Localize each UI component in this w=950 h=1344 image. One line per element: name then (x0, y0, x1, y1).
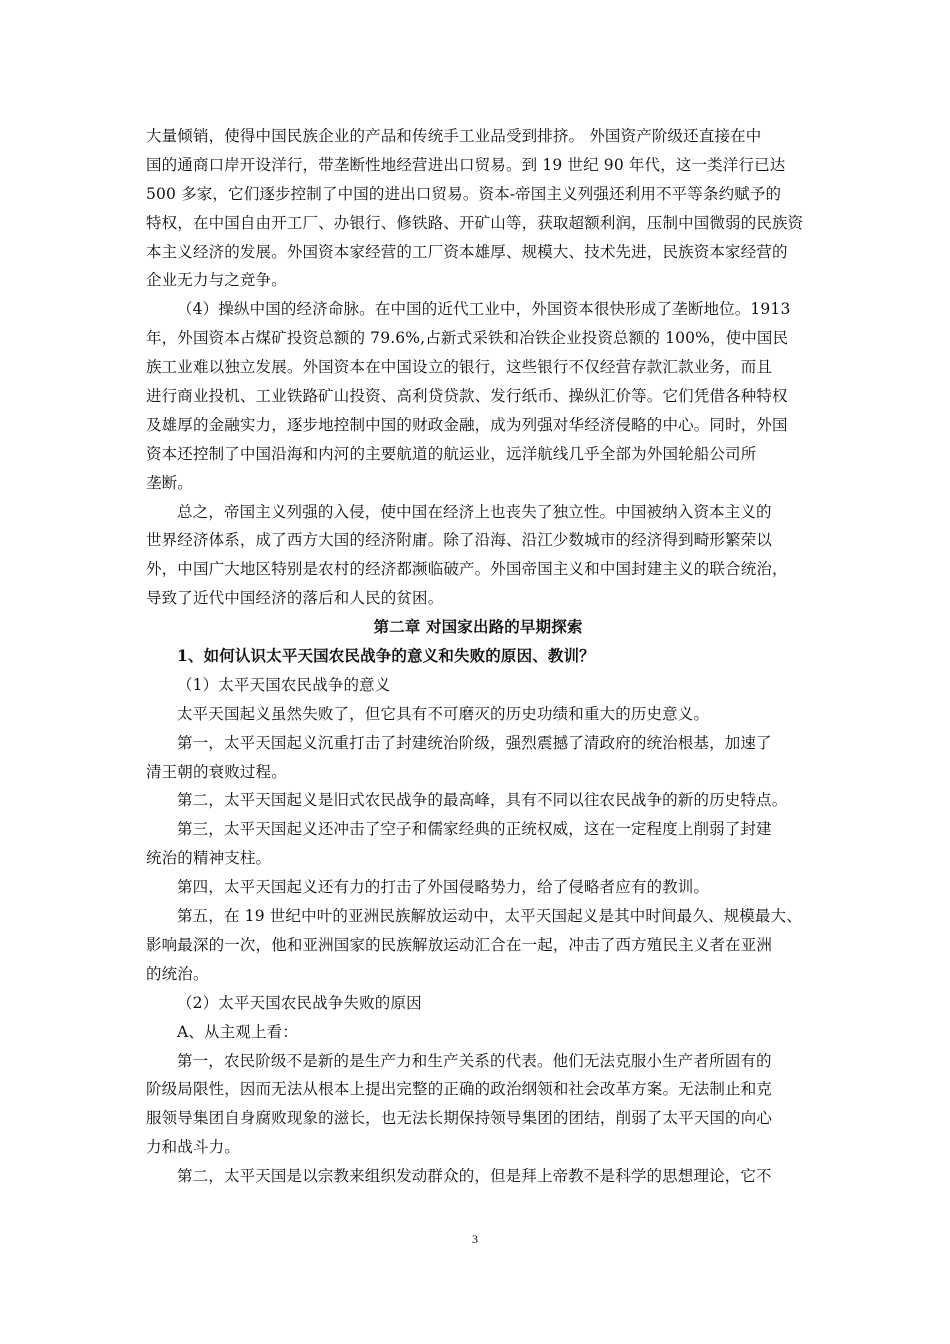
text-line: 太平天国起义虽然失败了，但它具有不可磨灭的历史功绩和重大的历史意义。 (177, 704, 710, 723)
text-line: （1）太平天国农民战争的意义 (177, 675, 391, 694)
text-line: A、从主观上看： (177, 1022, 298, 1041)
text-line: 阶级局限性，因而无法从根本上提出完整的正确的政治纲领和社会改革方案。无法制止和克 (146, 1080, 773, 1099)
text-line: 的统治。 (146, 964, 209, 983)
text-line: 特权，在中国自由开工厂、办银行、修铁路、开矿山等，获取超额利润，压制中国微弱的民族资 (146, 213, 804, 232)
text-line: 500 多家，它们逐步控制了中国的进出口贸易。资本-帝国主义列强还利用不平等条约赋予的 (146, 184, 782, 203)
text-line: 国的通商口岸开设洋行，带垄断性地经营进出口贸易。到 19 世纪 90 年代，这一类洋行已达 (146, 155, 786, 174)
text-line: 第一，农民阶级不是新的是生产力和生产关系的代表。他们无法克服小生产者所固有的 (177, 1051, 772, 1070)
text-line: 第二，太平天国是以宗教来组织发动群众的，但是拜上帝教不是科学的思想理论，它不 (177, 1167, 772, 1186)
page-body (146, 122, 810, 1191)
text-line: 力和战斗力。 (146, 1138, 240, 1157)
text-line: 资本还控制了中国沿海和内河的主要航道的航运业，远洋航线几乎全部为外国轮船公司所 (146, 444, 757, 463)
text-line: 第一，太平天国起义沉重打击了封建统治阶级，强烈震撼了清政府的统治根基，加速了 (177, 733, 772, 752)
page-number: 3 (472, 1232, 478, 1246)
text-line: 大量倾销，使得中国民族企业的产品和传统手工业品受到排挤。 外国资产阶级还直接在中 (146, 127, 762, 145)
text-line: 统治的精神支柱。 (146, 849, 272, 868)
text-line: 第四，太平天国起义还有力的打击了外国侵略势力，给了侵略者应有的教训。 (177, 878, 710, 897)
text-line: 及雄厚的金融实力，逐步地控制中国的财政金融，成为列强对华经济侵略的中心。同时，外国 (146, 415, 788, 434)
text-line: 本主义经济的发展。外国资本家经营的工厂资本雄厚、规模大、技术先进，民族资本家经营的 (146, 242, 788, 261)
text-line: 服领导集团自身腐败现象的滋长，也无法长期保持领导集团的团结，削弱了太平天国的向心 (146, 1109, 773, 1128)
text-line: 总之，帝国主义列强的入侵，使中国在经济上也丧失了独立性。中国被纳入资本主义的 (177, 502, 772, 521)
text-line: 影响最深的一次，他和亚洲国家的民族解放运动汇合在一起，冲击了西方殖民主义者在亚洲 (146, 935, 773, 954)
text-line: 世界经济体系，成了西方大国的经济附庸。除了沿海、沿江少数城市的经济得到畸形繁荣以 (146, 531, 773, 550)
text-line: 族工业难以独立发展。外国资本在中国设立的银行，这些银行不仅经营存款汇款业务，而且 (146, 358, 773, 377)
text-line: 第三，太平天国起义还冲击了空子和儒家经典的正统权威，这在一定程度上削弱了封建 (177, 820, 772, 839)
text-line: 进行商业投机、工业铁路矿山投资、高利贷贷款、发行纸币、操纵汇价等。它们凭借各种特权 (146, 387, 788, 406)
text-line: （4）操纵中国的经济命脉。在中国的近代工业中，外国资本很快形成了垄断地位。1913 (177, 300, 791, 319)
text-line: （2）太平天国农民战争失败的原因 (177, 993, 422, 1012)
text-line: 年，外国资本占煤矿投资总额的 79.6%,占新式采铁和冶铁企业投资总额的 100%，使中国民 (146, 329, 789, 348)
text-line: 清王朝的衰败过程。 (146, 762, 287, 781)
text-line: 第五，在 19 世纪中叶的亚洲民族解放运动中，太平天国起义是其中时间最久、规模最大、 (177, 907, 802, 926)
text-line: 垄断。 (146, 473, 193, 492)
text-line: 外，中国广大地区特别是农村的经济都濒临破产。外国帝国主义和中国封建主义的联合统治， (146, 560, 788, 579)
heading-line: 1、如何认识太平天国农民战争的意义和失败的原因、教训？ (177, 646, 595, 666)
text-line: 导致了近代中国经济的落后和人民的贫困。 (146, 589, 444, 608)
heading-line: 第二章 对国家出路的早期探索 (373, 617, 583, 637)
text-line: 企业无力与之竞争。 (146, 271, 287, 290)
text-line: 第二，太平天国起义是旧式农民战争的最高峰，具有不同以往农民战争的新的历史特点。 (177, 791, 788, 810)
